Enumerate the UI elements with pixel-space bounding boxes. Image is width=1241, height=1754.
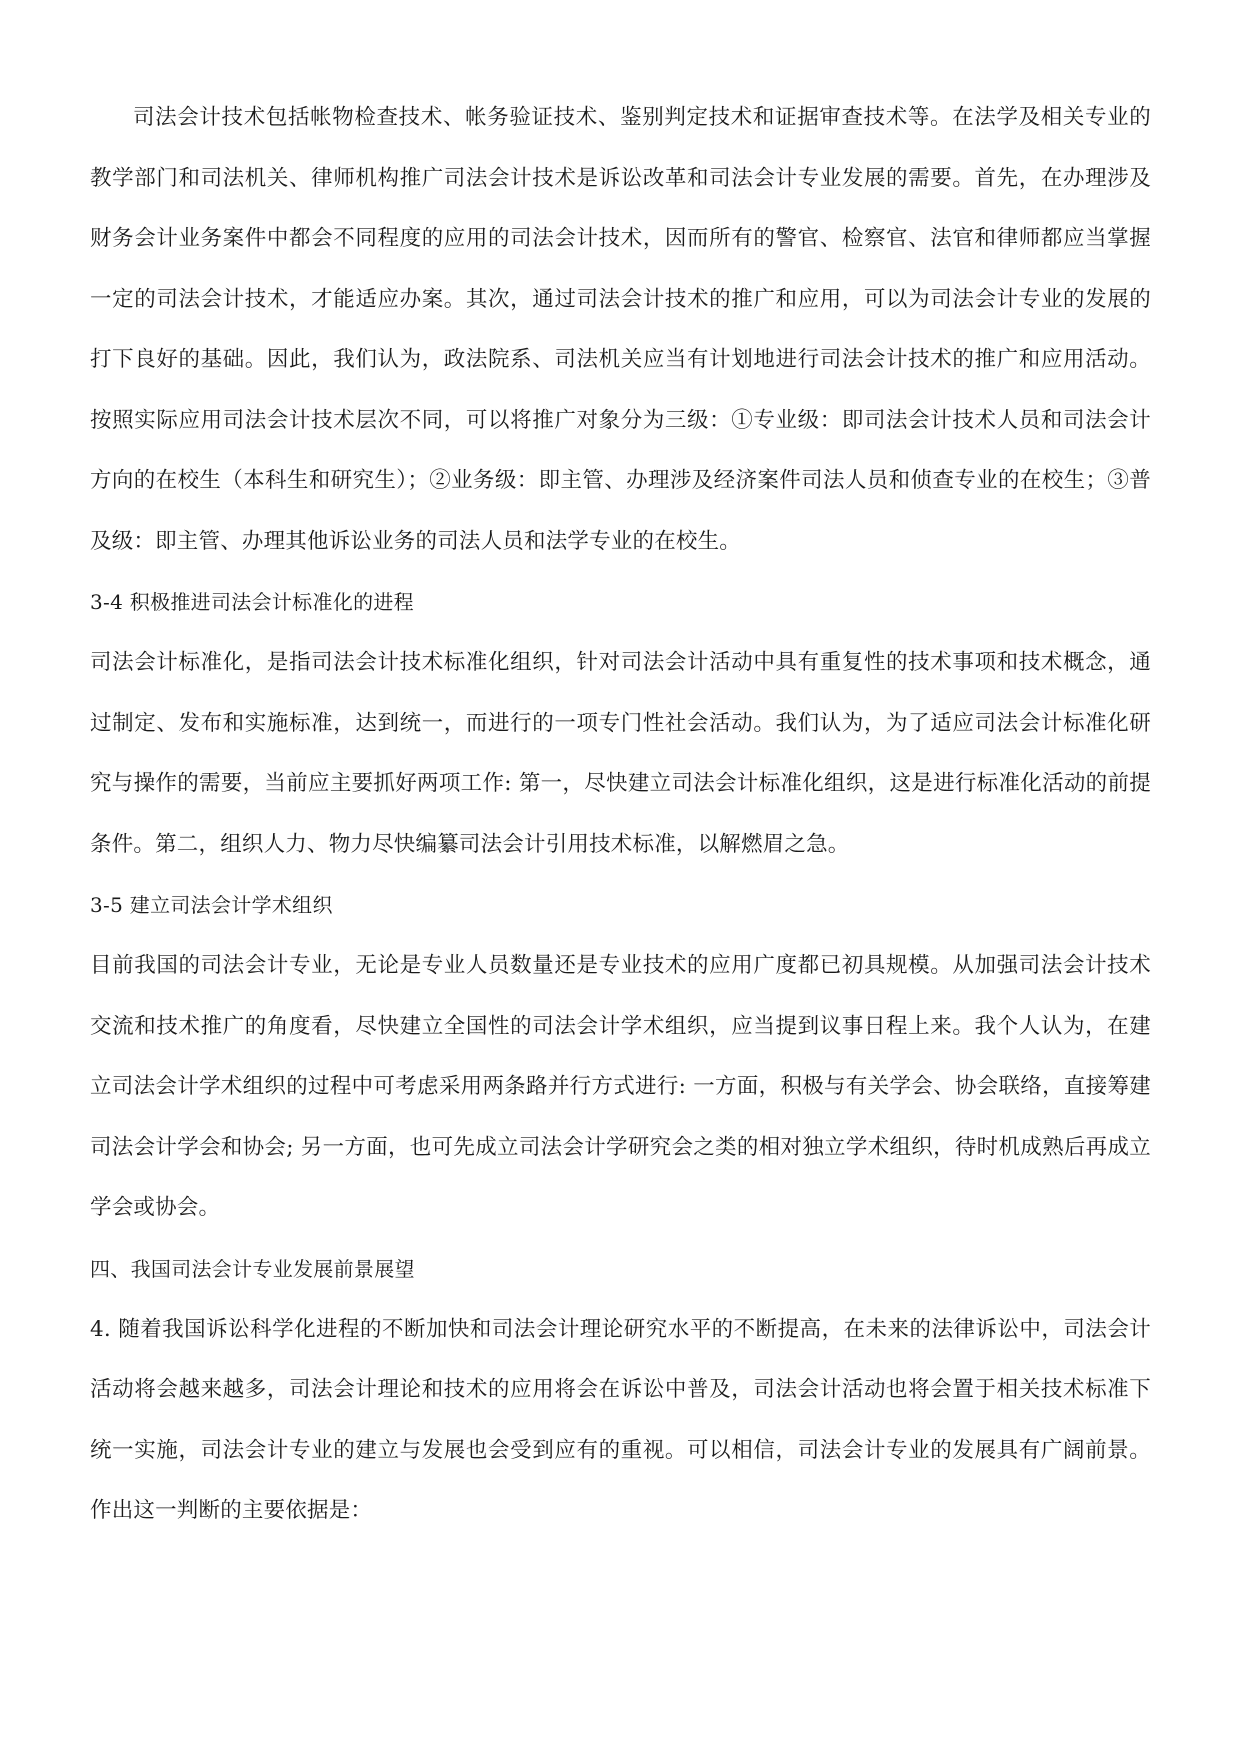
paragraph-academic-organization: 目前我国的司法会计专业，无论是专业人员数量还是专业技术的应用广度都已初具规模。从加强司法会计技术交流和技术推广的角度看，尽快建立全国性的司法会计学术组织，应当提到议事日程上来。我个人认为，在建立司法会计学术组织的过程中可考虑采用两条路并行方式进行: 一方面，积极与有关学会、协会联络，直接筹建司法会计学会和协会; 另一方面，也可先成立司法会计学研究会之类的相对独立学术组织，待时机成熟后再成立学会或协会。 — [90, 953, 1151, 1220]
section-heading-4: 四、我国司法会计专业发展前景展望 — [90, 1256, 415, 1281]
paragraph-outlook: 4. 随着我国诉讼科学化进程的不断加快和司法会计理论研究水平的不断提高，在未来的法律诉讼中，司法会计活动将会越来越多，司法会计理论和技术的应用将会在诉讼中普及，司法会计活动也将会置于相关技术标准下统一实施，司法会计专业的建立与发展也会受到应有的重视。可以相信，司法会计专业的发展具有广阔前景。作出这一判断的主要依据是： — [90, 1316, 1151, 1523]
section-heading-3-5: 3-5 建立司法会计学术组织 — [90, 893, 333, 917]
document-page — [90, 88, 1151, 1542]
paragraph-judicial-accounting-technology: 司法会计技术包括帐物检查技术、帐务验证技术、鉴别判定技术和证据审查技术等。在法学及相关专业的教学部门和司法机关、律师机构推广司法会计技术是诉讼改革和司法会计专业发展的需要。首先，在办理涉及财务会计业务案件中都会不同程度的应用的司法会计技术，因而所有的警官、检察官、法官和律师都应当掌握一定的司法会计技术，才能适应办案。其次，通过司法会计技术的推广和应用，可以为司法会计专业的发展的打下良好的基础。因此，我们认为，政法院系、司法机关应当有计划地进行司法会计技术的推广和应用活动。按照实际应用司法会计技术层次不同，可以将推广对象分为三级：①专业级：即司法会计技术人员和司法会计方向的在校生（本科生和研究生）；②业务级：即主管、办理涉及经济案件司法人员和侦查专业的在校生；③普及级：即主管、办理其他诉讼业务的司法人员和法学专业的在校生。 — [90, 105, 1151, 554]
section-heading-3-4: 3-4 积极推进司法会计标准化的进程 — [90, 590, 414, 614]
paragraph-standardization: 司法会计标准化，是指司法会计技术标准化组织，针对司法会计活动中具有重复性的技术事项和技术概念，通过制定、发布和实施标准，达到统一，而进行的一项专门性社会活动。我们认为，为了适应司法会计标准化研究与操作的需要，当前应主要抓好两项工作: 第一，尽快建立司法会计标准化组织，这是进行标准化活动的前提条件。第二，组织人力、物力尽快编纂司法会计引用技术标准，以解燃眉之急。 — [90, 650, 1151, 857]
